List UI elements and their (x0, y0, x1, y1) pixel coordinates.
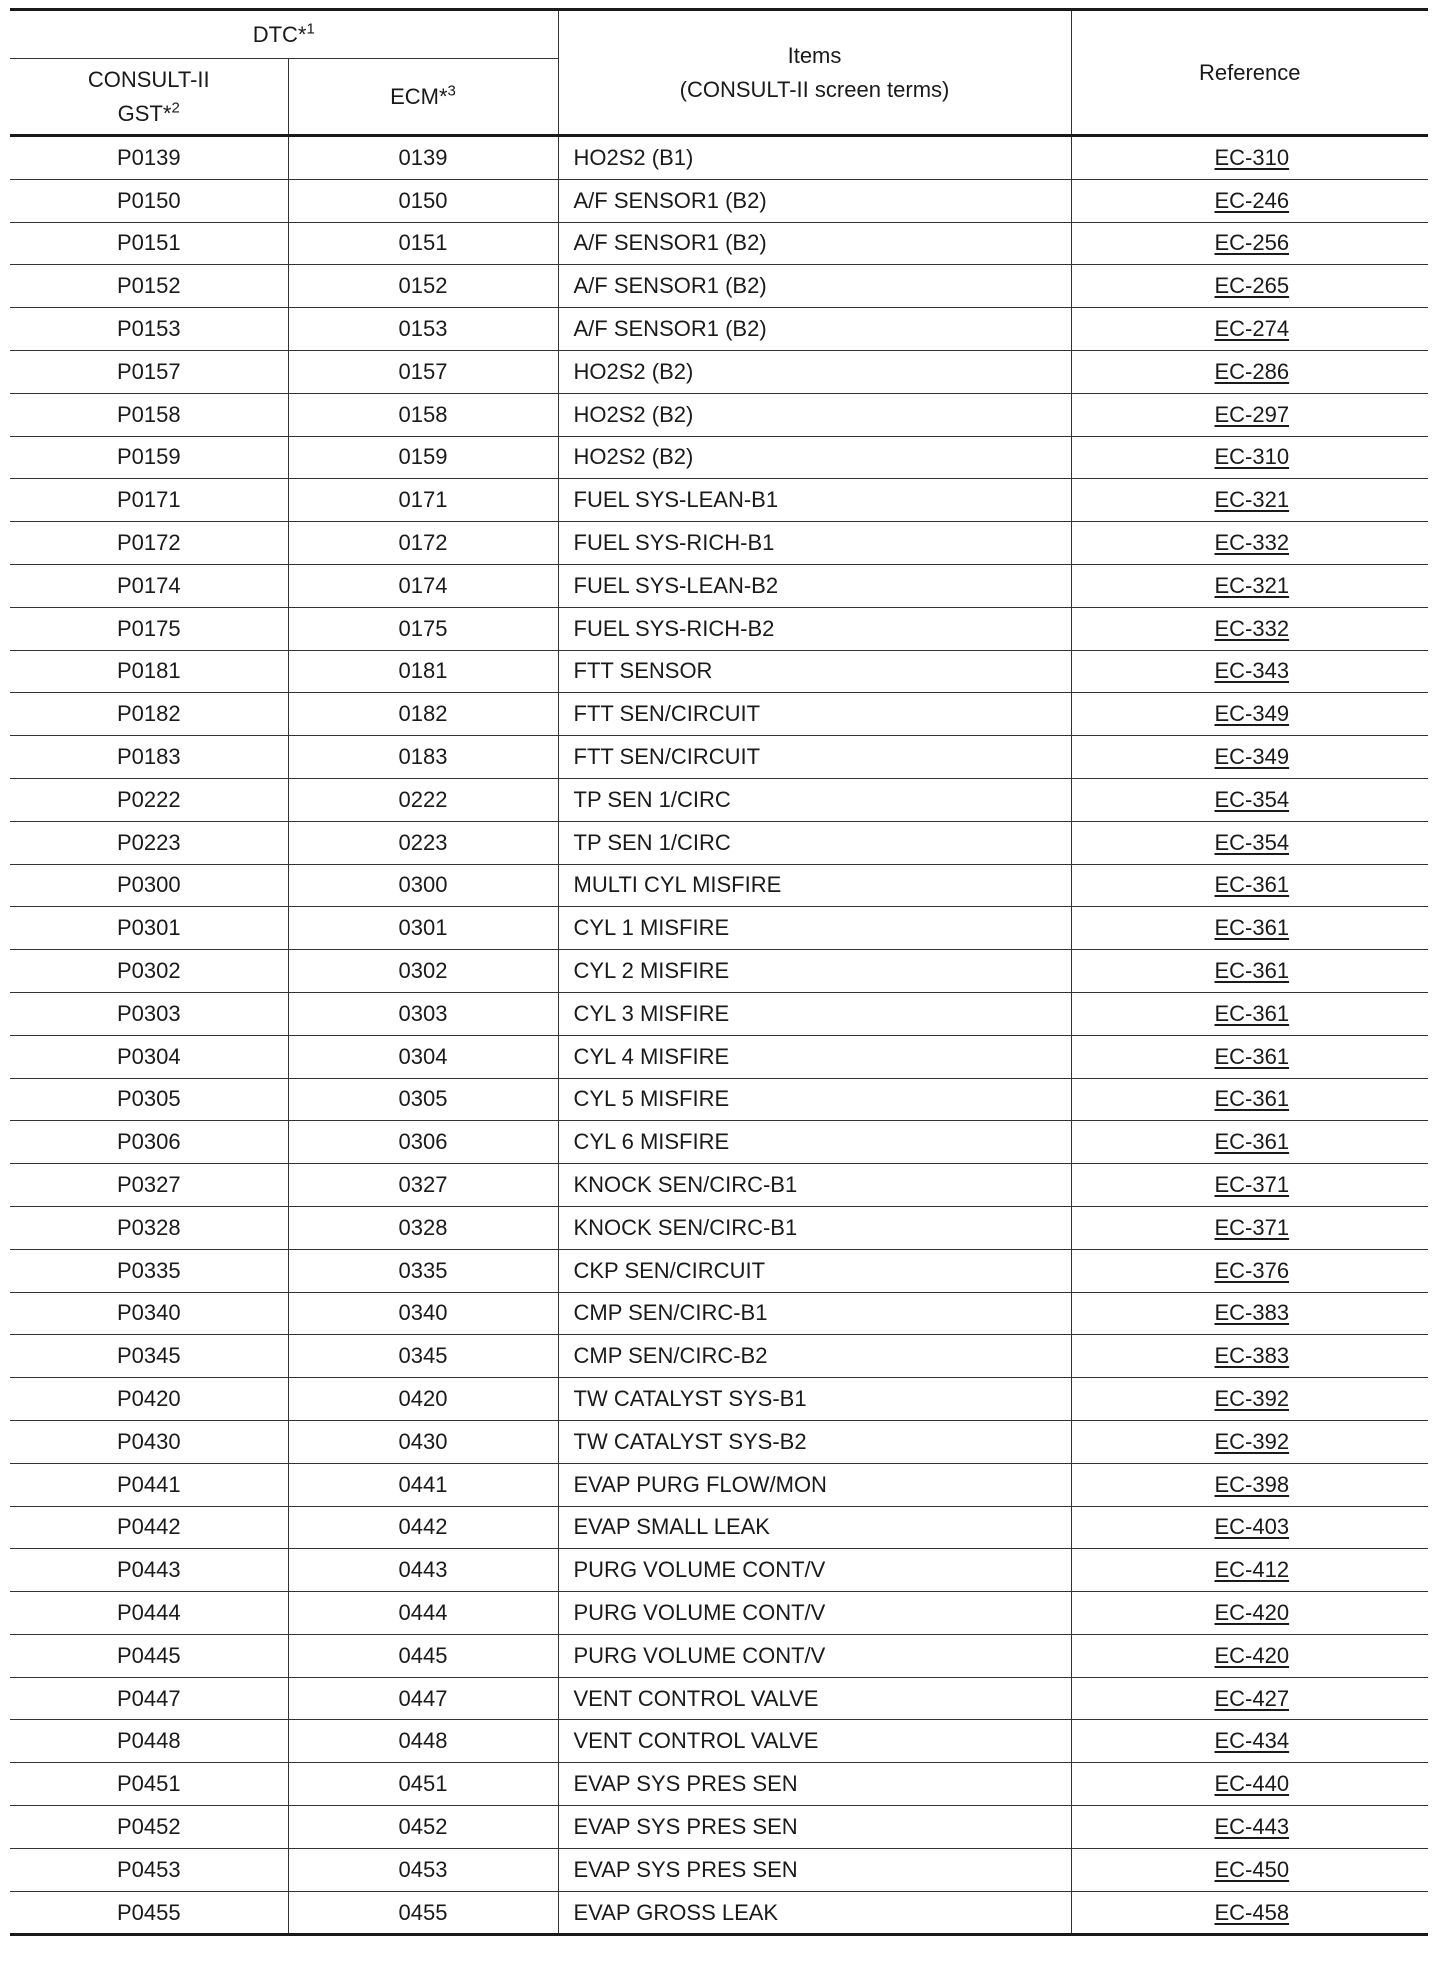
gst-code-cell: P0152 (10, 265, 288, 308)
consult-gst-header (10, 59, 288, 136)
gst-code-cell: P0335 (10, 1249, 288, 1292)
item-cell: CYL 5 MISFIRE (558, 1078, 1071, 1121)
ecm-code-cell: 0159 (288, 436, 558, 479)
table-row (10, 693, 1428, 736)
gst-code-cell: P0448 (10, 1720, 288, 1763)
gst-code-cell: P0442 (10, 1506, 288, 1549)
gst-code-cell: P0301 (10, 907, 288, 950)
table-row (10, 479, 1428, 522)
table-row (10, 136, 1428, 180)
reference-cell (1071, 693, 1428, 736)
reference-link[interactable]: EC-332 (1214, 530, 1290, 556)
gst-code-cell: P0327 (10, 1164, 288, 1207)
table-row (10, 522, 1428, 565)
reference-cell (1071, 607, 1428, 650)
table-row (10, 350, 1428, 393)
item-cell: FUEL SYS-RICH-B1 (558, 522, 1071, 565)
gst-code-cell: P0455 (10, 1891, 288, 1935)
reference-cell (1071, 1463, 1428, 1506)
reference-link[interactable]: EC-361 (1214, 1043, 1290, 1069)
item-cell: TW CATALYST SYS-B2 (558, 1420, 1071, 1463)
reference-cell (1071, 1249, 1428, 1292)
table-header (10, 10, 1428, 136)
reference-link[interactable]: EC-361 (1214, 915, 1290, 941)
table-row (10, 1891, 1428, 1935)
gst-code-cell: P0443 (10, 1549, 288, 1592)
reference-link[interactable]: EC-310 (1214, 444, 1290, 470)
reference-link[interactable]: EC-427 (1214, 1685, 1290, 1711)
reference-cell (1071, 821, 1428, 864)
ecm-code-cell: 0303 (288, 992, 558, 1035)
table-row (10, 1763, 1428, 1806)
reference-link[interactable]: EC-286 (1214, 358, 1290, 384)
ecm-code-cell: 0335 (288, 1249, 558, 1292)
item-cell: PURG VOLUME CONT/V (558, 1634, 1071, 1677)
gst-code-cell: P0171 (10, 479, 288, 522)
reference-cell (1071, 136, 1428, 180)
ecm-code-cell: 0152 (288, 265, 558, 308)
item-cell: PURG VOLUME CONT/V (558, 1592, 1071, 1635)
gst-code-cell: P0158 (10, 393, 288, 436)
table-row (10, 265, 1428, 308)
reference-link[interactable]: EC-392 (1214, 1386, 1290, 1411)
item-cell: CYL 3 MISFIRE (558, 992, 1071, 1035)
table-row (10, 1506, 1428, 1549)
reference-cell (1071, 1292, 1428, 1335)
item-cell: EVAP SYS PRES SEN (558, 1763, 1071, 1806)
ecm-code-cell: 0139 (288, 136, 558, 180)
gst-code-cell: P0172 (10, 522, 288, 565)
reference-cell (1071, 907, 1428, 950)
item-cell: CYL 1 MISFIRE (558, 907, 1071, 950)
items-header (558, 10, 1071, 136)
table-row (10, 1420, 1428, 1463)
ecm-header-label: ECM* (390, 83, 448, 109)
ecm-code-cell: 0304 (288, 1035, 558, 1078)
reference-link[interactable]: EC-265 (1214, 273, 1290, 299)
gst-code-cell: P0447 (10, 1677, 288, 1720)
ecm-code-cell: 0182 (288, 693, 558, 736)
reference-link[interactable]: EC-403 (1214, 1514, 1290, 1540)
reference-link[interactable]: EC-412 (1214, 1557, 1290, 1583)
table-row (10, 1335, 1428, 1378)
reference-link[interactable]: EC-443 (1214, 1813, 1290, 1839)
item-cell: CMP SEN/CIRC-B1 (558, 1292, 1071, 1335)
item-cell: PURG VOLUME CONT/V (558, 1549, 1071, 1592)
ecm-code-cell: 0151 (288, 222, 558, 265)
item-cell: MULTI CYL MISFIRE (558, 864, 1071, 907)
table-row (10, 1634, 1428, 1677)
table-row (10, 1292, 1428, 1335)
reference-cell (1071, 393, 1428, 436)
reference-cell (1071, 350, 1428, 393)
item-cell: A/F SENSOR1 (B2) (558, 222, 1071, 265)
table-row (10, 1720, 1428, 1763)
gst-code-cell: P0453 (10, 1848, 288, 1891)
gst-code-cell: P0345 (10, 1335, 288, 1378)
reference-cell (1071, 736, 1428, 779)
reference-link[interactable]: EC-354 (1214, 829, 1290, 855)
item-cell: KNOCK SEN/CIRC-B1 (558, 1206, 1071, 1249)
reference-link[interactable]: EC-297 (1214, 401, 1290, 427)
ecm-code-cell: 0451 (288, 1763, 558, 1806)
reference-cell (1071, 1720, 1428, 1763)
reference-cell (1071, 179, 1428, 222)
table-row (10, 778, 1428, 821)
table-row (10, 1378, 1428, 1421)
reference-link[interactable]: EC-420 (1214, 1599, 1290, 1625)
reference-cell (1071, 522, 1428, 565)
item-cell: CYL 4 MISFIRE (558, 1035, 1071, 1078)
table-row (10, 650, 1428, 693)
gst-code-cell: P0303 (10, 992, 288, 1035)
item-cell: EVAP SYS PRES SEN (558, 1806, 1071, 1849)
reference-cell (1071, 1378, 1428, 1421)
gst-code-cell: P0340 (10, 1292, 288, 1335)
reference-link[interactable]: EC-434 (1214, 1728, 1290, 1754)
gst-code-cell: P0151 (10, 222, 288, 265)
table-row (10, 436, 1428, 479)
ecm-code-cell: 0430 (288, 1420, 558, 1463)
reference-header-label: Reference (1198, 59, 1301, 85)
table-row (10, 1206, 1428, 1249)
gst-footnote-marker: 2 (171, 99, 180, 117)
gst-code-cell: P0441 (10, 1463, 288, 1506)
reference-link[interactable]: EC-458 (1214, 1899, 1290, 1925)
reference-link[interactable]: EC-361 (1214, 1129, 1290, 1155)
table-row (10, 1848, 1428, 1891)
dtc-table (10, 8, 1428, 1936)
table-row (10, 864, 1428, 907)
item-cell: TP SEN 1/CIRC (558, 778, 1071, 821)
reference-cell (1071, 1763, 1428, 1806)
item-cell: FTT SENSOR (558, 650, 1071, 693)
reference-link[interactable]: EC-383 (1214, 1343, 1290, 1369)
ecm-code-cell: 0452 (288, 1806, 558, 1849)
items-header-subtitle: (CONSULT-II screen terms) (679, 76, 950, 102)
reference-cell (1071, 1420, 1428, 1463)
reference-link[interactable]: EC-354 (1214, 786, 1290, 812)
reference-cell (1071, 950, 1428, 993)
reference-link[interactable]: EC-349 (1214, 744, 1290, 770)
ecm-code-cell: 0157 (288, 350, 558, 393)
dtc-footnote-marker: 1 (306, 20, 315, 38)
item-cell: HO2S2 (B1) (558, 136, 1071, 180)
ecm-code-cell: 0183 (288, 736, 558, 779)
gst-code-cell: P0159 (10, 436, 288, 479)
table-row (10, 222, 1428, 265)
reference-cell (1071, 1121, 1428, 1164)
gst-code-cell: P0153 (10, 308, 288, 351)
reference-link[interactable]: EC-398 (1214, 1471, 1290, 1497)
item-cell: FUEL SYS-LEAN-B2 (558, 564, 1071, 607)
item-cell: HO2S2 (B2) (558, 393, 1071, 436)
item-cell: A/F SENSOR1 (B2) (558, 265, 1071, 308)
gst-code-cell: P0430 (10, 1420, 288, 1463)
reference-cell (1071, 1506, 1428, 1549)
ecm-code-cell: 0345 (288, 1335, 558, 1378)
reference-cell (1071, 1078, 1428, 1121)
ecm-code-cell: 0441 (288, 1463, 558, 1506)
reference-cell (1071, 479, 1428, 522)
item-cell: EVAP SMALL LEAK (558, 1506, 1071, 1549)
reference-cell (1071, 1335, 1428, 1378)
item-cell: CYL 6 MISFIRE (558, 1121, 1071, 1164)
table-row (10, 1806, 1428, 1849)
reference-link[interactable]: EC-332 (1214, 615, 1290, 641)
gst-code-cell: P0139 (10, 136, 288, 180)
gst-code-cell: P0181 (10, 650, 288, 693)
reference-cell (1071, 1806, 1428, 1849)
item-cell: CYL 2 MISFIRE (558, 950, 1071, 993)
item-cell: FTT SEN/CIRCUIT (558, 736, 1071, 779)
reference-link[interactable]: EC-371 (1214, 1214, 1290, 1240)
table-row (10, 1677, 1428, 1720)
dtc-header (10, 10, 558, 59)
reference-link[interactable]: EC-361 (1214, 958, 1290, 984)
gst-code-cell: P0300 (10, 864, 288, 907)
reference-cell (1071, 1035, 1428, 1078)
ecm-code-cell: 0327 (288, 1164, 558, 1207)
gst-code-cell: P0444 (10, 1592, 288, 1635)
reference-cell (1071, 222, 1428, 265)
reference-cell (1071, 308, 1428, 351)
item-cell: EVAP GROSS LEAK (558, 1891, 1071, 1935)
gst-code-cell: P0157 (10, 350, 288, 393)
ecm-code-cell: 0448 (288, 1720, 558, 1763)
ecm-header (288, 59, 558, 136)
table-row (10, 1592, 1428, 1635)
reference-cell (1071, 1164, 1428, 1207)
reference-cell (1071, 778, 1428, 821)
gst-code-cell: P0182 (10, 693, 288, 736)
table-row (10, 393, 1428, 436)
reference-cell (1071, 1634, 1428, 1677)
reference-cell (1071, 1677, 1428, 1720)
reference-link[interactable]: EC-450 (1214, 1856, 1290, 1882)
item-cell: EVAP SYS PRES SEN (558, 1848, 1071, 1891)
ecm-code-cell: 0223 (288, 821, 558, 864)
reference-cell (1071, 1206, 1428, 1249)
ecm-code-cell: 0222 (288, 778, 558, 821)
reference-link[interactable]: EC-246 (1214, 187, 1290, 213)
reference-header (1071, 10, 1428, 136)
ecm-code-cell: 0175 (288, 607, 558, 650)
reference-cell (1071, 1848, 1428, 1891)
gst-code-cell: P0150 (10, 179, 288, 222)
reference-link[interactable]: EC-349 (1214, 701, 1290, 727)
ecm-code-cell: 0158 (288, 393, 558, 436)
table-row (10, 950, 1428, 993)
reference-cell (1071, 265, 1428, 308)
table-row (10, 992, 1428, 1035)
gst-code-cell: P0174 (10, 564, 288, 607)
reference-cell (1071, 1549, 1428, 1592)
reference-cell (1071, 436, 1428, 479)
table-row (10, 1549, 1428, 1592)
ecm-code-cell: 0328 (288, 1206, 558, 1249)
ecm-code-cell: 0444 (288, 1592, 558, 1635)
item-cell: A/F SENSOR1 (B2) (558, 308, 1071, 351)
item-cell: HO2S2 (B2) (558, 436, 1071, 479)
table-body (10, 136, 1428, 1935)
reference-link[interactable]: EC-371 (1214, 1172, 1290, 1198)
table-row (10, 308, 1428, 351)
items-header-title: Items (787, 42, 842, 68)
ecm-code-cell: 0181 (288, 650, 558, 693)
item-cell: FUEL SYS-RICH-B2 (558, 607, 1071, 650)
item-cell: VENT CONTROL VALVE (558, 1720, 1071, 1763)
reference-link[interactable]: EC-321 (1214, 487, 1290, 513)
ecm-code-cell: 0340 (288, 1292, 558, 1335)
gst-code-cell: P0222 (10, 778, 288, 821)
ecm-code-cell: 0443 (288, 1549, 558, 1592)
table-row (10, 1121, 1428, 1164)
item-cell: KNOCK SEN/CIRC-B1 (558, 1164, 1071, 1207)
ecm-code-cell: 0174 (288, 564, 558, 607)
table-row (10, 736, 1428, 779)
ecm-code-cell: 0447 (288, 1677, 558, 1720)
gst-code-cell: P0175 (10, 607, 288, 650)
ecm-code-cell: 0153 (288, 308, 558, 351)
ecm-code-cell: 0306 (288, 1121, 558, 1164)
reference-cell (1071, 992, 1428, 1035)
table-row (10, 564, 1428, 607)
reference-link[interactable]: EC-310 (1214, 144, 1290, 170)
reference-cell (1071, 564, 1428, 607)
gst-code-cell: P0445 (10, 1634, 288, 1677)
reference-cell (1071, 1891, 1428, 1935)
reference-link[interactable]: EC-274 (1214, 316, 1290, 342)
table-row (10, 1463, 1428, 1506)
ecm-code-cell: 0302 (288, 950, 558, 993)
ecm-code-cell: 0305 (288, 1078, 558, 1121)
ecm-footnote-marker: 3 (447, 82, 456, 100)
consult-header-label: CONSULT-II (87, 66, 210, 92)
ecm-code-cell: 0453 (288, 1848, 558, 1891)
gst-code-cell: P0305 (10, 1078, 288, 1121)
item-cell: FTT SEN/CIRCUIT (558, 693, 1071, 736)
ecm-code-cell: 0301 (288, 907, 558, 950)
gst-code-cell: P0223 (10, 821, 288, 864)
item-cell: HO2S2 (B2) (558, 350, 1071, 393)
gst-code-cell: P0328 (10, 1206, 288, 1249)
table-row (10, 607, 1428, 650)
table-row (10, 1249, 1428, 1292)
item-cell: A/F SENSOR1 (B2) (558, 179, 1071, 222)
item-cell: CKP SEN/CIRCUIT (558, 1249, 1071, 1292)
ecm-code-cell: 0455 (288, 1891, 558, 1935)
item-cell: FUEL SYS-LEAN-B1 (558, 479, 1071, 522)
reference-link[interactable]: EC-343 (1214, 658, 1290, 684)
table-row (10, 821, 1428, 864)
reference-link[interactable]: EC-420 (1214, 1642, 1290, 1668)
ecm-code-cell: 0150 (288, 179, 558, 222)
ecm-code-cell: 0442 (288, 1506, 558, 1549)
table-row (10, 907, 1428, 950)
reference-link[interactable]: EC-361 (1214, 1086, 1290, 1112)
reference-link[interactable]: EC-361 (1214, 1000, 1290, 1026)
gst-header-label: GST* (117, 100, 172, 126)
reference-cell (1071, 864, 1428, 907)
gst-code-cell: P0183 (10, 736, 288, 779)
ecm-code-cell: 0445 (288, 1634, 558, 1677)
ecm-code-cell: 0300 (288, 864, 558, 907)
ecm-code-cell: 0171 (288, 479, 558, 522)
dtc-header-label: DTC* (252, 21, 307, 47)
gst-code-cell: P0420 (10, 1378, 288, 1421)
item-cell: TP SEN 1/CIRC (558, 821, 1071, 864)
table-row (10, 1164, 1428, 1207)
reference-link[interactable]: EC-376 (1214, 1257, 1290, 1283)
reference-link[interactable]: EC-256 (1214, 230, 1290, 256)
reference-link[interactable]: EC-321 (1214, 572, 1290, 598)
gst-code-cell: P0452 (10, 1806, 288, 1849)
reference-link[interactable]: EC-440 (1214, 1771, 1290, 1797)
item-cell: VENT CONTROL VALVE (558, 1677, 1071, 1720)
ecm-code-cell: 0172 (288, 522, 558, 565)
table-row (10, 1078, 1428, 1121)
item-cell: EVAP PURG FLOW/MON (558, 1463, 1071, 1506)
item-cell: TW CATALYST SYS-B1 (558, 1378, 1071, 1421)
reference-link[interactable]: EC-361 (1214, 872, 1290, 898)
gst-code-cell: P0304 (10, 1035, 288, 1078)
table-row (10, 179, 1428, 222)
gst-code-cell: P0302 (10, 950, 288, 993)
reference-cell (1071, 1592, 1428, 1635)
gst-code-cell: P0451 (10, 1763, 288, 1806)
reference-link[interactable]: EC-383 (1214, 1300, 1290, 1326)
ecm-code-cell: 0420 (288, 1378, 558, 1421)
table-row (10, 1035, 1428, 1078)
reference-cell (1071, 650, 1428, 693)
gst-code-cell: P0306 (10, 1121, 288, 1164)
item-cell: CMP SEN/CIRC-B2 (558, 1335, 1071, 1378)
reference-link[interactable]: EC-392 (1214, 1428, 1290, 1454)
